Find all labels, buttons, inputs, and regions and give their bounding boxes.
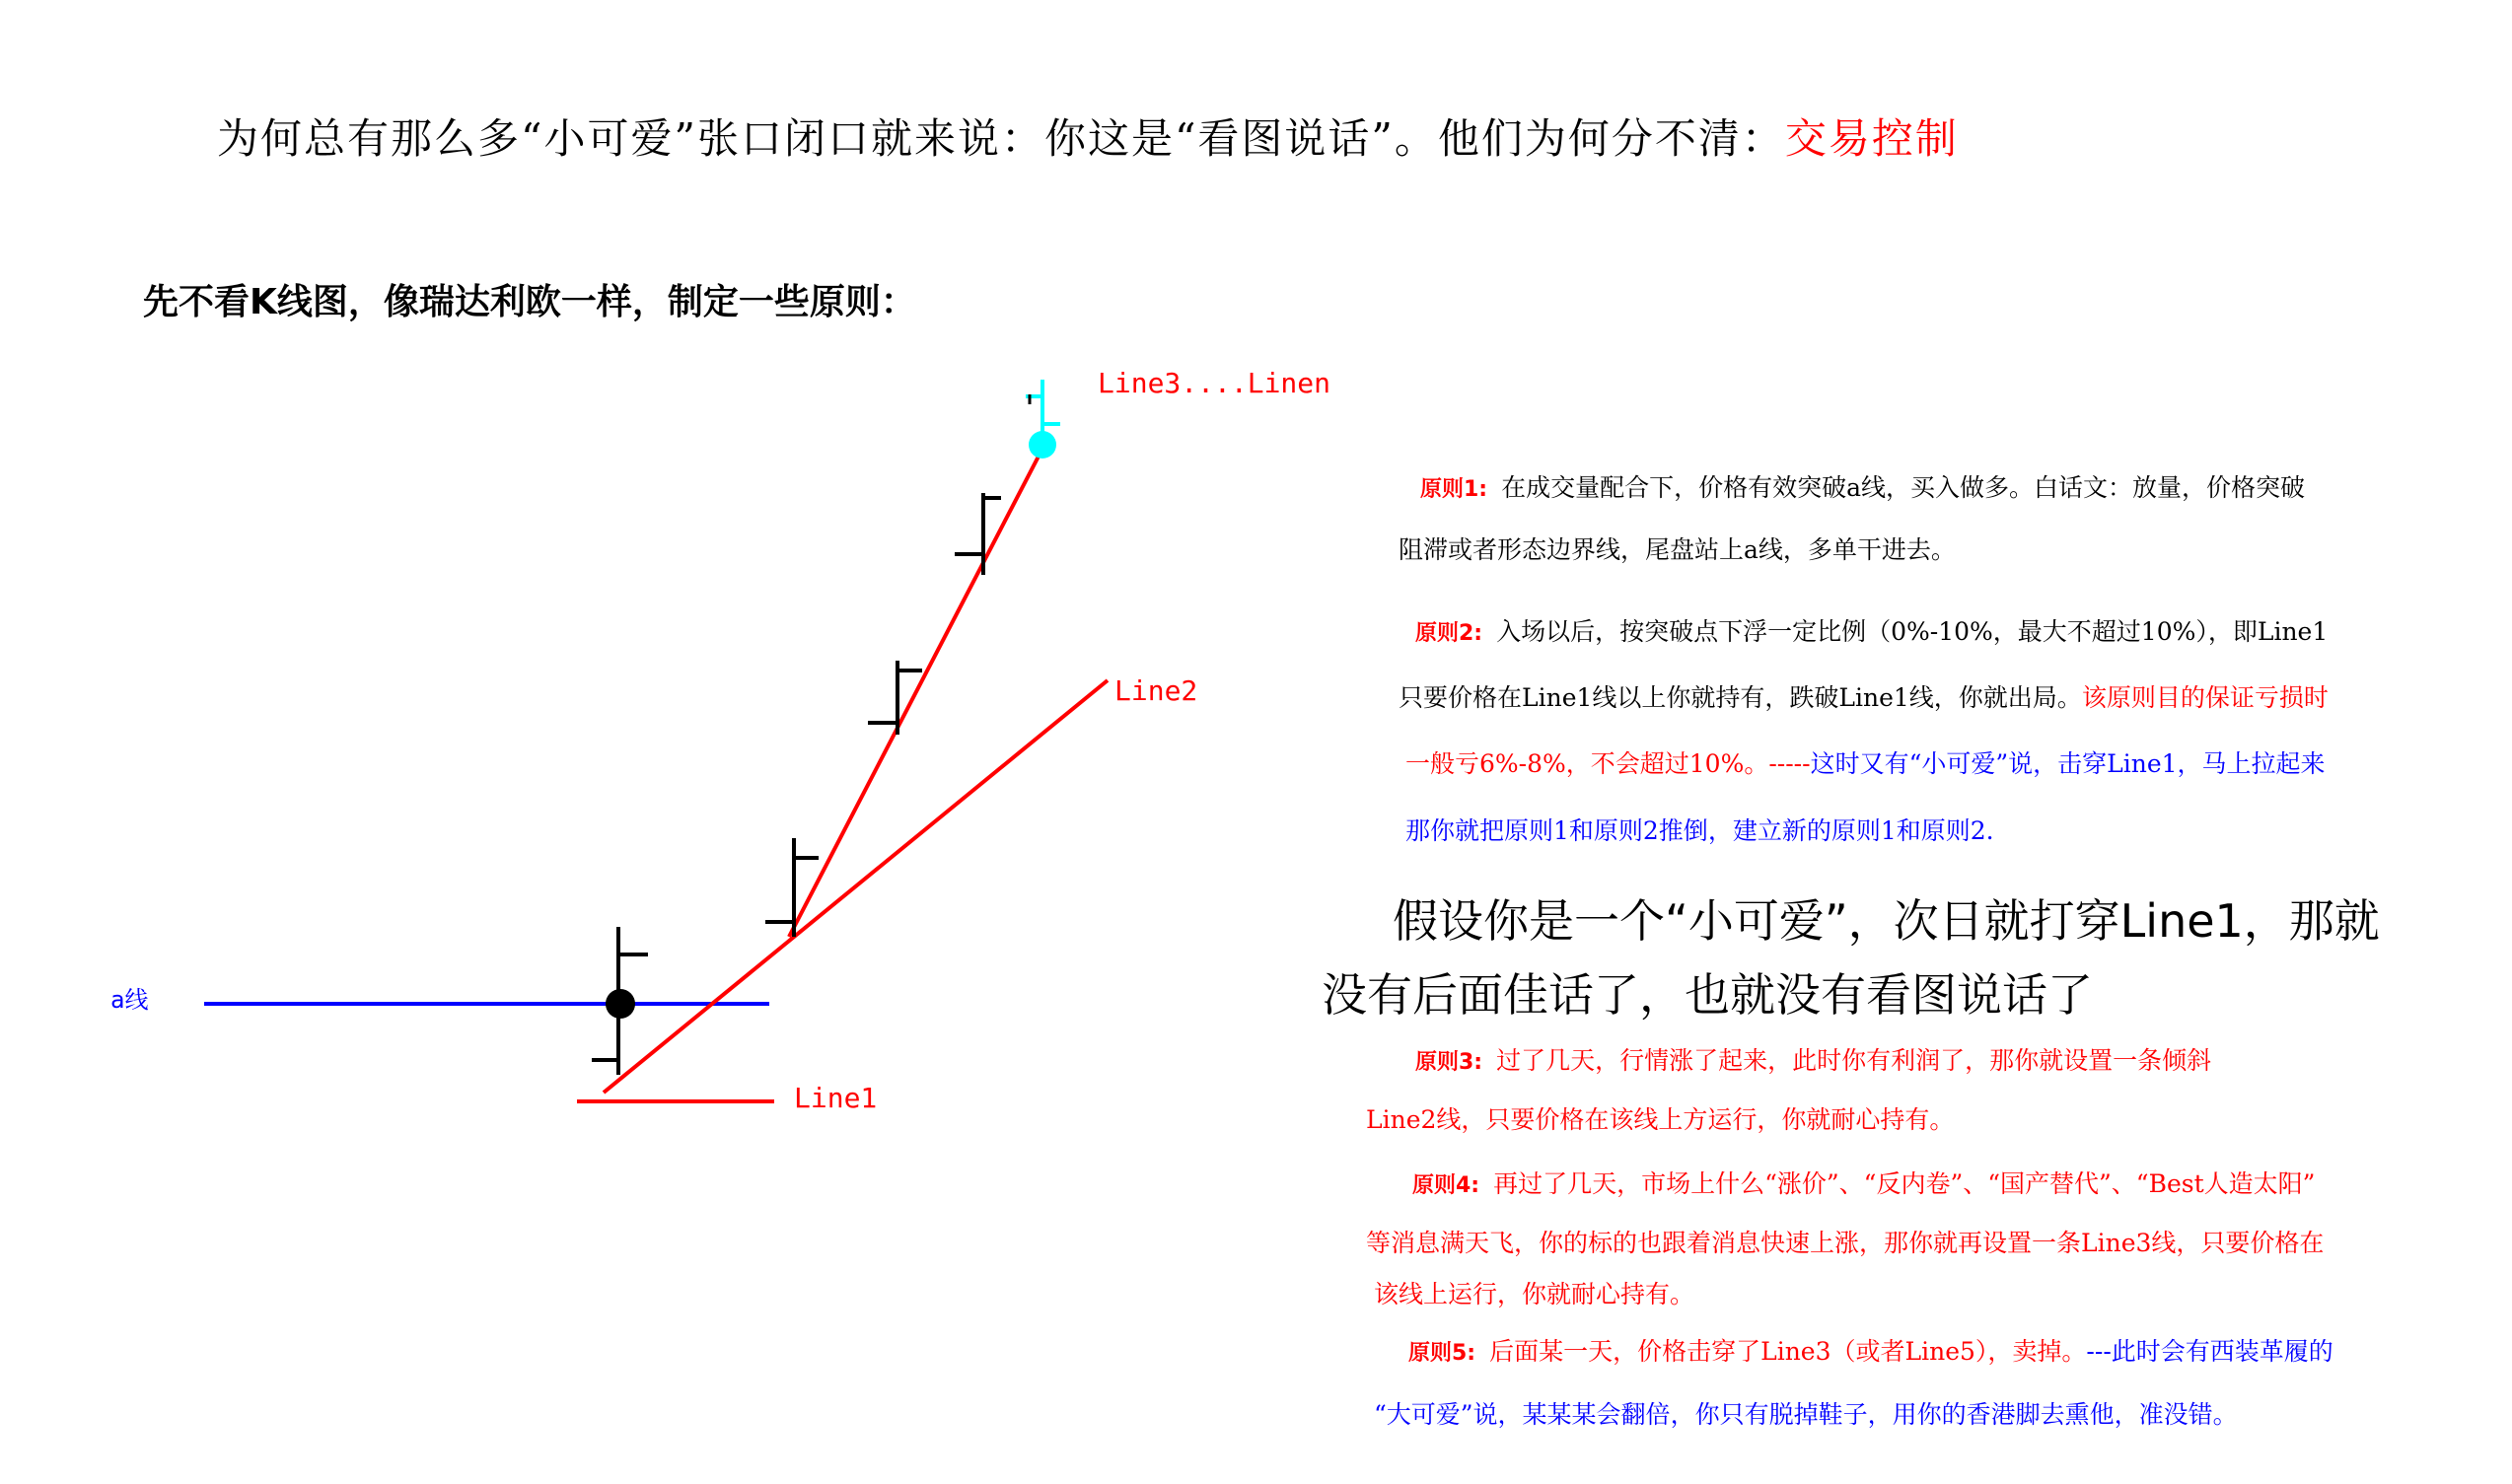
- cyan-point: [1029, 431, 1056, 459]
- line3-label: Line3....Linen: [1098, 367, 1331, 399]
- rule1-tag: 原则1:: [1420, 477, 1488, 502]
- line3: [789, 449, 1042, 937]
- rule2-line2: 只要价格在Line1线以上你就持有，跌破Line1线，你就出局。该原则目的保证亏损时: [1399, 683, 2329, 712]
- price-bar-4: [955, 493, 1001, 575]
- line2-label: Line2: [1114, 674, 1198, 707]
- rule3-line1: 原则3: 过了几天，行情涨了起来，此时你有利润了，那你就设置一条倾斜: [1415, 1046, 2212, 1075]
- rule4-line2: 等消息满天飞，你的标的也跟着消息快速上涨，那你就再设置一条Line3线，只要价格在: [1366, 1229, 2325, 1257]
- rule5-line1: 原则5: 后面某一天，价格击穿了Line3（或者Line5），卖掉。---此时会有西装革履的: [1408, 1337, 2333, 1366]
- rule3-tag: 原则3:: [1415, 1050, 1483, 1075]
- subtitle: 先不看K线图，像瑞达利欧一样，制定一些原则：: [143, 282, 916, 322]
- rule4-line3: 该线上运行，你就耐心持有。: [1374, 1280, 1695, 1308]
- rule2-line4: 那你就把原则1和原则2推倒，建立新的原则1和原则2.: [1405, 816, 1994, 845]
- hypothesis-line2: 没有后面佳话了，也就没有看图说话了: [1322, 968, 2093, 1022]
- rule5-line2: “大可爱”说，某某某会翻倍，你只有脱掉鞋子，用你的香港脚去熏他，准没错。: [1374, 1400, 2238, 1429]
- rule4-line1: 原则4: 再过了几天，市场上什么“涨价”、“反内卷”、“国产替代”、“Best人造太阳”: [1412, 1169, 2316, 1198]
- hypothesis-line1: 假设你是一个“小可爱”，次日就打穿Line1，那就: [1393, 894, 2380, 948]
- line1-label: Line1: [794, 1082, 878, 1114]
- rule1-line1: 原则1: 在成交量配合下，价格有效突破a线，买入做多。白话文：放量，价格突破: [1420, 473, 2306, 502]
- rule2-line3: 一般亏6%-8%，不会超过10%。-----这时又有“小可爱”说，击穿Line1，马上拉起来: [1405, 749, 2326, 778]
- rule2-line1: 原则2: 入场以后，按突破点下浮一定比例（0%-10%，最大不超过10%），即Line1: [1415, 617, 2329, 646]
- rule2-tag: 原则2:: [1415, 621, 1483, 646]
- a-line-label: a线: [110, 986, 149, 1014]
- breakout-point: [606, 989, 635, 1019]
- price-line-diagram: [0, 0, 1381, 1183]
- rule5-tag: 原则5:: [1408, 1341, 1476, 1366]
- title-highlight: 交易控制: [1784, 114, 1959, 163]
- rule4-tag: 原则4:: [1412, 1173, 1480, 1198]
- rule3-line2: Line2线，只要价格在该线上方运行，你就耐心持有。: [1366, 1105, 1955, 1134]
- rule1-line2: 阻滞或者形态边界线，尾盘站上a线，多单干进去。: [1399, 535, 1956, 564]
- line2: [604, 680, 1108, 1093]
- title-main: 为何总有那么多“小可爱”张口闭口就来说：你这是“看图说话”。他们为何分不清：: [217, 114, 1785, 163]
